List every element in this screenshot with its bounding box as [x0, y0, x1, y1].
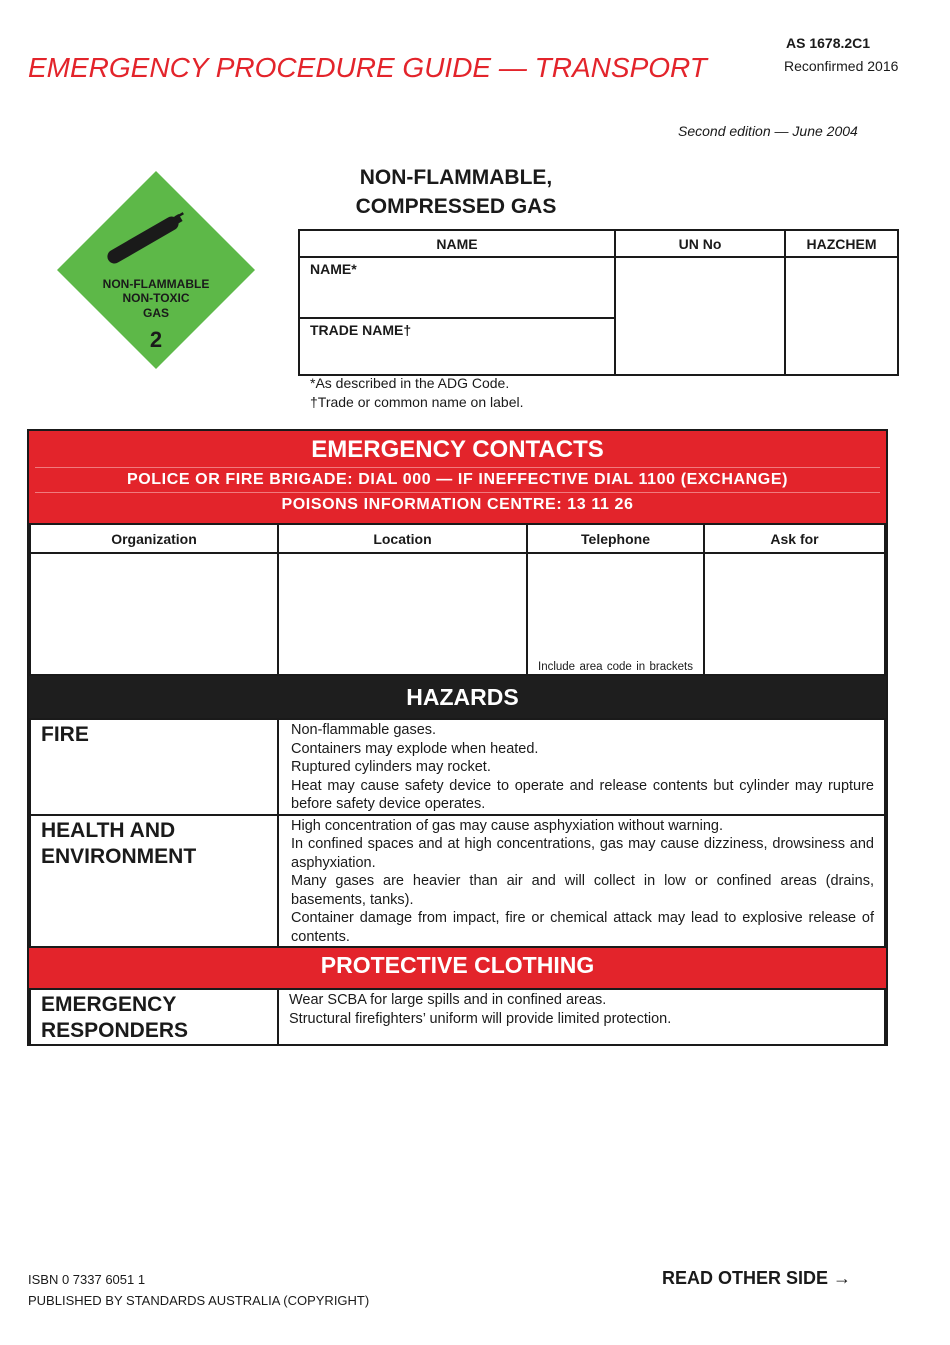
police-fire-contact: POLICE OR FIRE BRIGADE: DIAL 000 — IF INEFFECTIVE DIAL 1100 (EXCHANGE) [35, 467, 880, 492]
responders-label-line-2: RESPONDERS [41, 1019, 189, 1042]
ask-for-field[interactable] [704, 553, 885, 675]
health-label-line-2: ENVIRONMENT [41, 844, 197, 868]
fire-hazard-line: Non-flammable gases. [291, 722, 437, 738]
class-title-line-2: COMPRESSED GAS [355, 195, 557, 218]
health-environment-label [30, 815, 278, 948]
trade-name-field[interactable]: TRADE NAME† [299, 318, 615, 375]
identification-table [298, 229, 899, 376]
class-title [300, 163, 612, 221]
hazchem-column-header: HAZCHEM [785, 230, 898, 257]
protective-clothing-table [29, 988, 886, 1046]
read-other-side-link[interactable]: READ OTHER SIDE → [662, 1268, 852, 1288]
telephone-field[interactable] [527, 553, 704, 675]
emergency-contacts-title: EMERGENCY CONTACTS [311, 436, 604, 463]
class-2-placard [57, 171, 255, 369]
protective-clothing-line: Structural firefighters’ uniform will provide limited protection. [289, 1010, 672, 1027]
fire-label: FIRE [30, 719, 278, 815]
protective-clothing-banner: PROTECTIVE CLOTHING [29, 948, 886, 988]
trade-name-footnote: †Trade or common name on label. [310, 394, 524, 410]
health-label-line-1: HEALTH AND [41, 818, 176, 842]
fire-hazard-line: Containers may explode when heated. [291, 740, 539, 757]
emergency-contacts-banner [29, 431, 886, 523]
emergency-guide-panel [27, 429, 888, 1046]
emergency-responders-label [30, 989, 278, 1045]
health-hazard-line: Container damage from impact, fire or chemical attack may lead to explosive release of contents. [291, 910, 874, 945]
un-number-field[interactable] [615, 257, 785, 375]
standard-number: AS 1678.2C1 [786, 35, 871, 51]
health-hazard-line: In confined spaces and at high concentrations, gas may cause dizziness, drowsiness and asphyxiation. [291, 836, 874, 871]
responders-label-line-1: EMERGENCY [41, 993, 177, 1016]
isbn: ISBN 0 7337 6051 1 [28, 1272, 146, 1287]
name-column-header: NAME [299, 230, 615, 257]
hazards-table [29, 718, 886, 948]
protective-clothing-line: Wear SCBA for large spills and in confined areas. [289, 992, 607, 1008]
organization-column-header: Organization [30, 524, 278, 553]
placard-line-1: NON-FLAMMABLE [102, 277, 210, 291]
poisons-centre-contact: POISONS INFORMATION CENTRE: 13 11 26 [35, 492, 880, 523]
publisher: PUBLISHED BY STANDARDS AUSTRALIA (COPYRIGHT) [28, 1293, 370, 1308]
contacts-table [29, 523, 886, 676]
organization-field[interactable] [30, 553, 278, 675]
edition-note: Second edition — June 2004 [678, 123, 858, 139]
name-field[interactable]: NAME* [299, 257, 615, 318]
protective-clothing-text [278, 989, 885, 1045]
fire-hazard-line: Heat may cause safety device to operate and release contents but cylinder may rupture before safety device operates. [291, 777, 874, 812]
placard-line-3: GAS [142, 306, 170, 320]
location-field[interactable] [278, 553, 527, 675]
name-footnote: *As described in the ADG Code. [310, 375, 510, 391]
placard-class-number: 2 [149, 327, 163, 352]
standard-status: Reconfirmed 2016 [784, 58, 899, 74]
hazards-banner: HAZARDS [29, 676, 886, 718]
health-hazard-line: Many gases are heavier than air and will collect in low or confined areas (drains, basements, tanks). [291, 873, 874, 908]
telephone-hint: Include area code in brackets [538, 661, 693, 673]
un-number-column-header: UN No [615, 230, 785, 257]
placard-line-2: NON-TOXIC [122, 291, 190, 305]
location-column-header: Location [278, 524, 527, 553]
hazchem-field[interactable] [785, 257, 898, 375]
fire-hazards [278, 719, 885, 815]
fire-hazard-line: Ruptured cylinders may rocket. [291, 759, 491, 775]
health-environment-hazards [278, 815, 885, 948]
document-title: EMERGENCY PROCEDURE GUIDE — TRANSPORT [28, 52, 707, 83]
health-hazard-line: High concentration of gas may cause asphyxiation without warning. [291, 817, 724, 834]
class-title-line-1: NON-FLAMMABLE, [359, 166, 553, 189]
ask-for-column-header: Ask for [704, 524, 885, 553]
telephone-column-header: Telephone [527, 524, 704, 553]
